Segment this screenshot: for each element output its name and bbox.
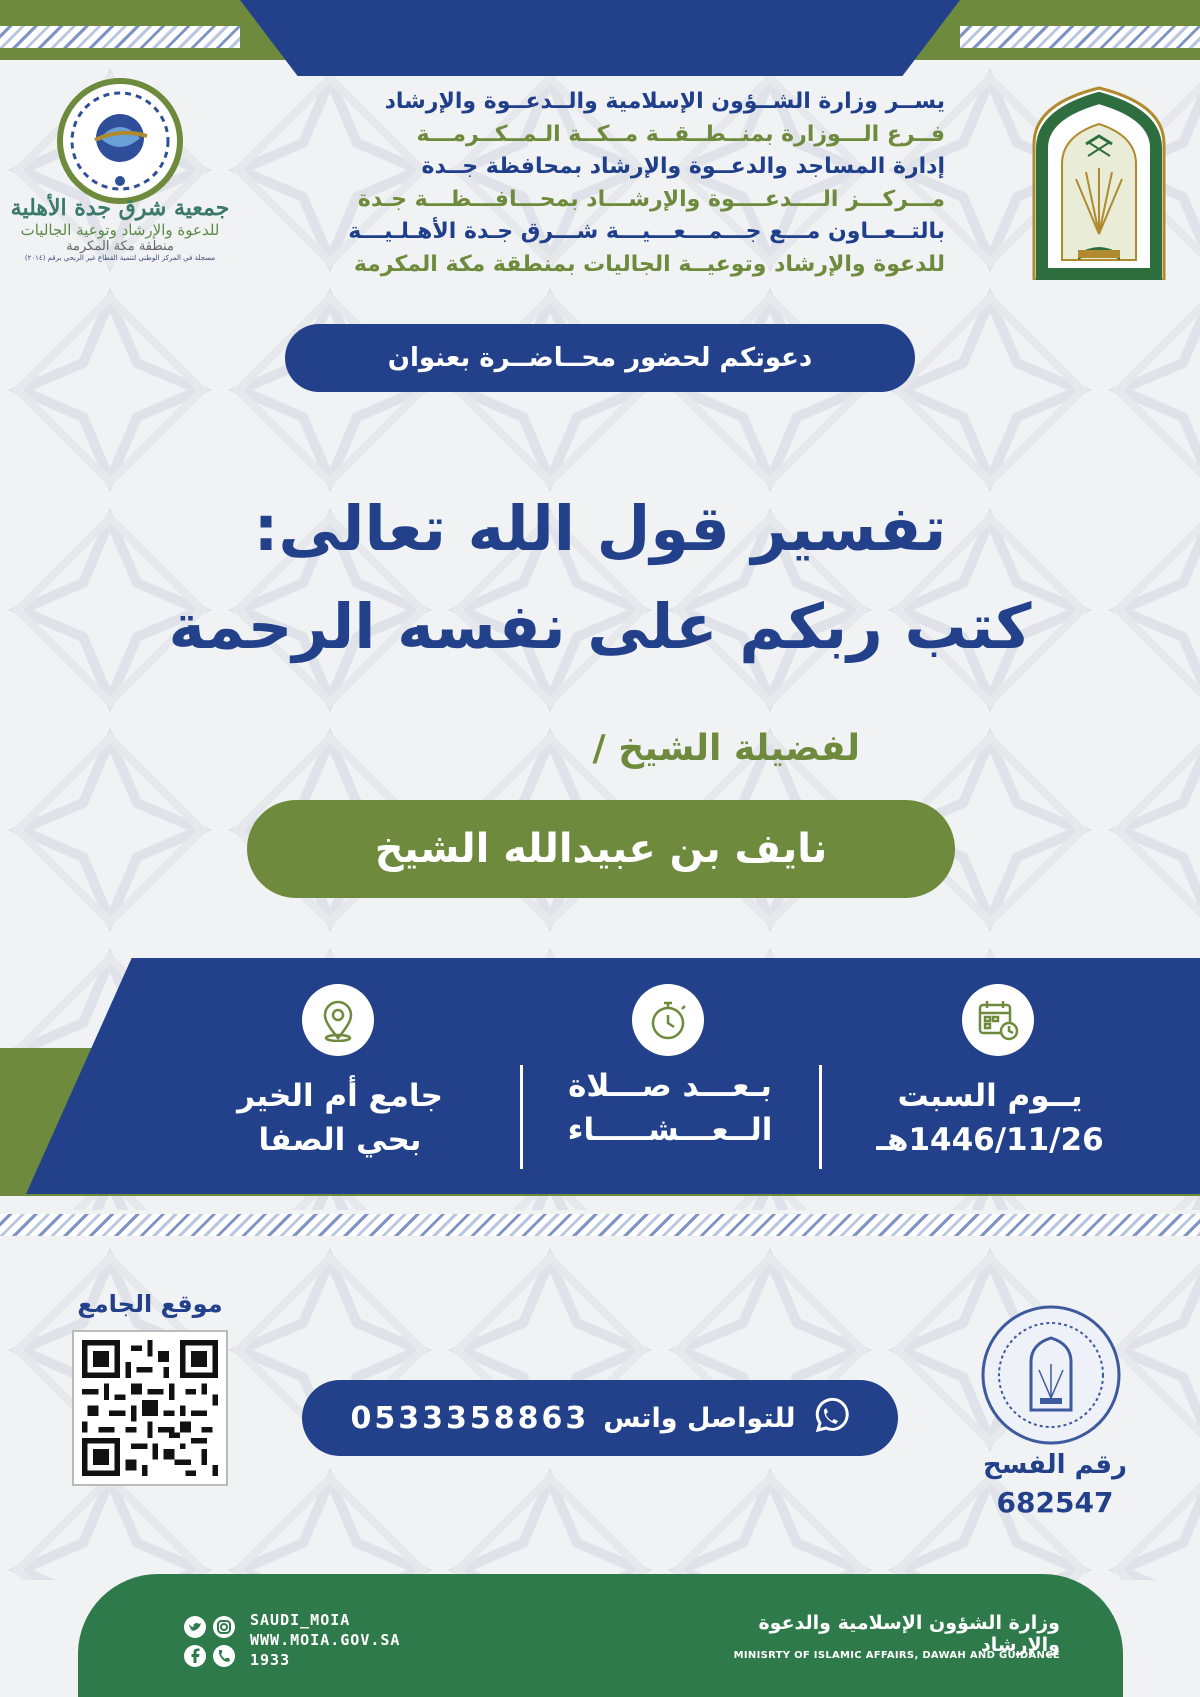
whatsapp-number[interactable]: 0533358863 [350, 1400, 590, 1436]
lecture-title-line: تفسير قول الله تعالى: [253, 492, 947, 565]
footer-phone[interactable]: 1933 [250, 1651, 291, 1669]
braid-ornament [0, 1214, 1200, 1236]
phone-icon [213, 1645, 235, 1667]
approval-stamp [976, 1300, 1126, 1450]
intro-line: يســر وزارة الشــؤون الإسلامية والــدعــوة والإرشاد [384, 89, 945, 114]
association-registration: مسجلة في المركز الوطني لتنمية القطاع غير الربحي برقم (٢٠١٤) [24, 254, 216, 262]
event-date-value: 1446/11/26هـ [876, 1122, 1104, 1158]
intro-text [245, 86, 945, 281]
braid-ornament [960, 26, 1200, 48]
invite-banner: دعوتكم لحضور محــاضــرة بعنوان [285, 324, 915, 392]
whatsapp-label: للتواصل واتس [603, 1402, 796, 1434]
association-name: جمعية شرق جدة الأهلية [10, 195, 230, 221]
info-divider [520, 1065, 523, 1169]
calendar-icon [962, 984, 1034, 1056]
lecture-title-line: كتب ربكم على نفسه الرحمة [168, 590, 1032, 663]
intro-line: للدعوة والإرشاد وتوعيــة الجاليات بمنطقة مكة المكرمة [353, 251, 945, 277]
association-subtitle: للدعوة والإرشاد وتوعية الجاليات [20, 221, 220, 239]
footer-website[interactable]: WWW.MOIA.GOV.SA [250, 1631, 401, 1649]
footer-ministry-arabic: وزارة الشؤون الإسلامية والدعوة والإرشاد [758, 1612, 1060, 1656]
event-day: يــوم السبت [897, 1078, 1083, 1114]
top-blue-banner [240, 0, 960, 76]
lecture-title [60, 480, 1140, 676]
intro-line: بالتــعــاون مـــع جـــمـــعـــيـــة شـــرق جـدة الأهـلـيـــة [348, 219, 945, 244]
association-name-block [10, 195, 230, 262]
stopwatch-icon [632, 984, 704, 1056]
event-date [860, 1074, 1120, 1162]
whatsapp-icon [810, 1396, 850, 1440]
event-time-line: الــعـــشـــــاء [567, 1112, 773, 1148]
footer-contacts [250, 1610, 400, 1670]
fasah-label: رقم الفسح [982, 1450, 1127, 1480]
footer-social-handle[interactable]: SAUDI_MOIA [250, 1611, 351, 1629]
whatsapp-contact[interactable] [302, 1380, 898, 1456]
intro-line: إدارة المساجد والدعــوة والإرشاد بمحافظة جــدة [421, 154, 945, 179]
mosque-location-label: موقع الجامع [77, 1290, 223, 1318]
info-divider [819, 1065, 822, 1169]
instagram-icon [213, 1616, 235, 1638]
social-icons [182, 1614, 238, 1670]
location-pin-icon [302, 984, 374, 1056]
ministry-logo [1026, 84, 1172, 280]
footer-ministry-english: MINISRTY OF ISLAMIC AFFAIRS, DAWAH AND GUIDANCE [733, 1650, 1060, 1661]
sheikh-label: لفضيلة الشيخ / [592, 728, 860, 769]
event-time [540, 1064, 800, 1152]
event-location-line: بحي الصفا [258, 1122, 422, 1158]
mosque-location-qr-code[interactable] [72, 1330, 228, 1486]
event-location-line: جامع أم الخير [237, 1078, 443, 1114]
sheikh-name: نايف بن عبيدالله الشيخ [247, 800, 955, 898]
facebook-icon [184, 1645, 206, 1667]
intro-line: فــرع الـــوزارة بمنــطــقــة مــكــة الـمــكــرمـــة [416, 121, 945, 147]
fasah-number: 682547 [996, 1486, 1114, 1519]
event-time-line: بـعـــد صـــلاة [568, 1068, 772, 1104]
twitter-icon [184, 1616, 206, 1638]
association-region: منطقة مكة المكرمة [66, 239, 174, 254]
association-emblem [55, 76, 185, 206]
intro-line: مـــركـــز الــــدعــــوة والإرشـــاد بمحـــافـــظـــة جـدة [357, 186, 945, 212]
braid-ornament [0, 26, 240, 48]
event-location [210, 1074, 470, 1162]
